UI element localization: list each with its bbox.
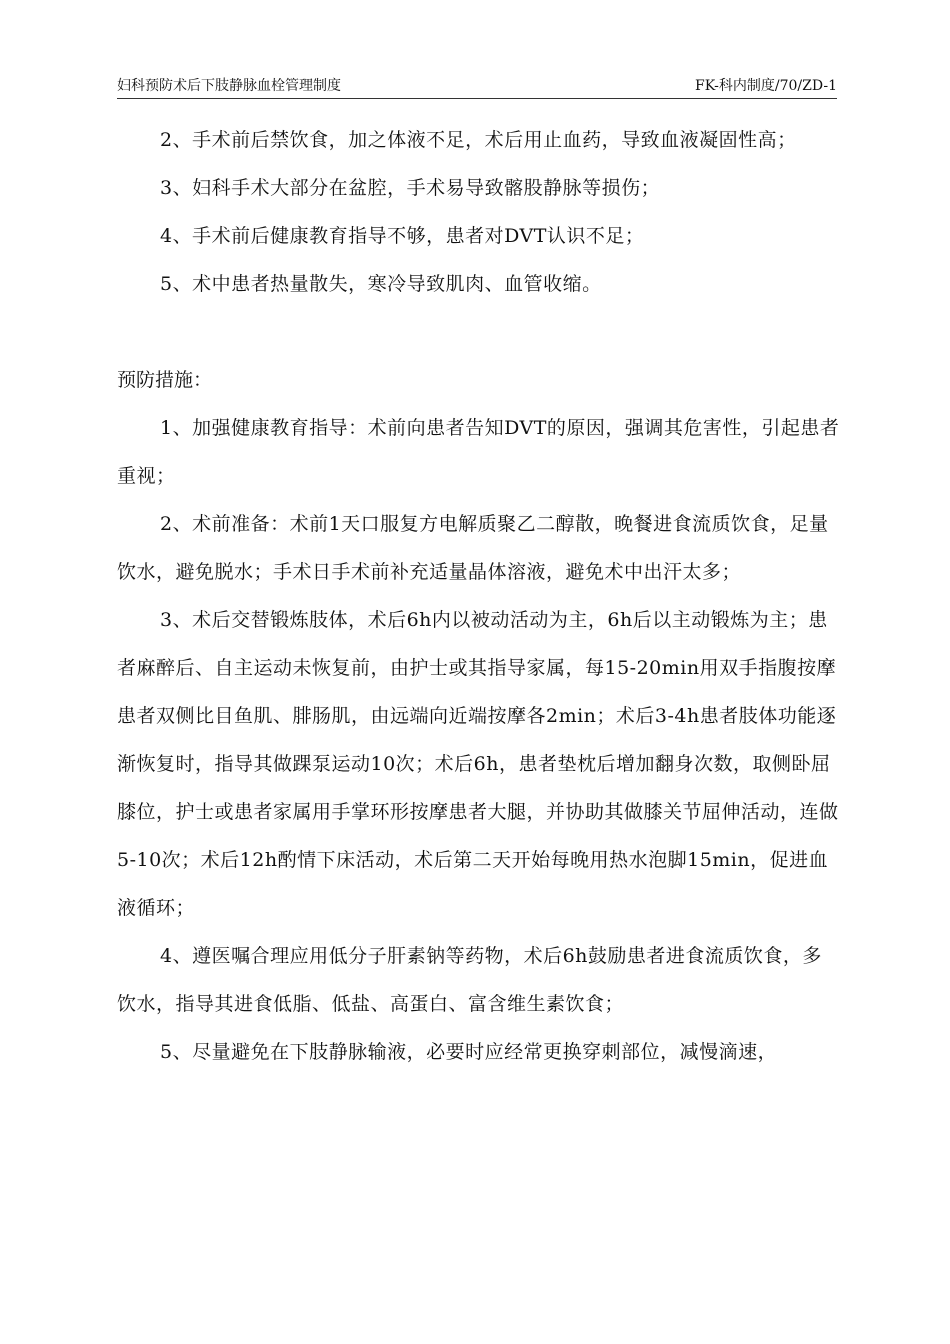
measure-item: 1、加强健康教育指导：术前向患者告知DVT的原因，强调其危害性，引起患者重视； xyxy=(117,417,840,487)
section-spacer xyxy=(117,308,840,356)
measure-item: 5、尽量避免在下肢静脉输液，必要时应经常更换穿刺部位，减慢滴速， xyxy=(160,1041,778,1063)
cause-item: 3、妇科手术大部分在盆腔，手术易导致髂股静脉等损伤； xyxy=(160,177,661,199)
measures-heading: 预防措施： xyxy=(117,369,213,391)
cause-item: 5、术中患者热量散失，寒冷导致肌肉、血管收缩。 xyxy=(160,273,602,295)
measure-item: 2、术前准备：术前1天口服复方电解质聚乙二醇散，晚餐进食流质饮食，足量饮水，避免脱水；手术日手术前补充适量晶体溶液，避免术中出汗太多； xyxy=(117,513,829,583)
cause-item: 2、手术前后禁饮食，加之体液不足，术后用止血药，导致血液凝固性高； xyxy=(160,129,797,151)
header-title: 妇科预防术后下肢静脉血栓管理制度 xyxy=(117,78,341,94)
measure-item: 3、术后交替锻炼肢体，术后6h内以被动活动为主，6h后以主动锻炼为主；患者麻醉后、自主运动未恢复前，由护士或其指导家属，每15-20min用双手指腹按摩患者双侧比目鱼肌、腓肠肌，由远端向近端按摩各2min；术后3-4h患者肢体功能逐渐恢复时，指导其做踝泵运动10次；术后6h，患者垫枕后增加翻身次数，取侧卧屈膝位，护士或患者家属用手掌环形按摩患者大腿，并协助其做膝关节屈伸活动，连做5-10次；术后12h酌情下床活动，术后第二天开始每晚用热水泡脚15min，促进血液循环； xyxy=(117,609,839,919)
cause-item: 4、手术前后健康教育指导不够，患者对DVT认识不足； xyxy=(160,225,645,247)
measure-item: 4、遵医嘱合理应用低分子肝素钠等药物，术后6h鼓励患者进食流质饮食，多饮水，指导其进食低脂、低盐、高蛋白、富含维生素饮食； xyxy=(117,945,822,1015)
page-header xyxy=(117,76,837,99)
document-body xyxy=(117,116,840,1076)
header-doc-code: FK-科内制度/70/ZD-1 xyxy=(695,78,837,94)
